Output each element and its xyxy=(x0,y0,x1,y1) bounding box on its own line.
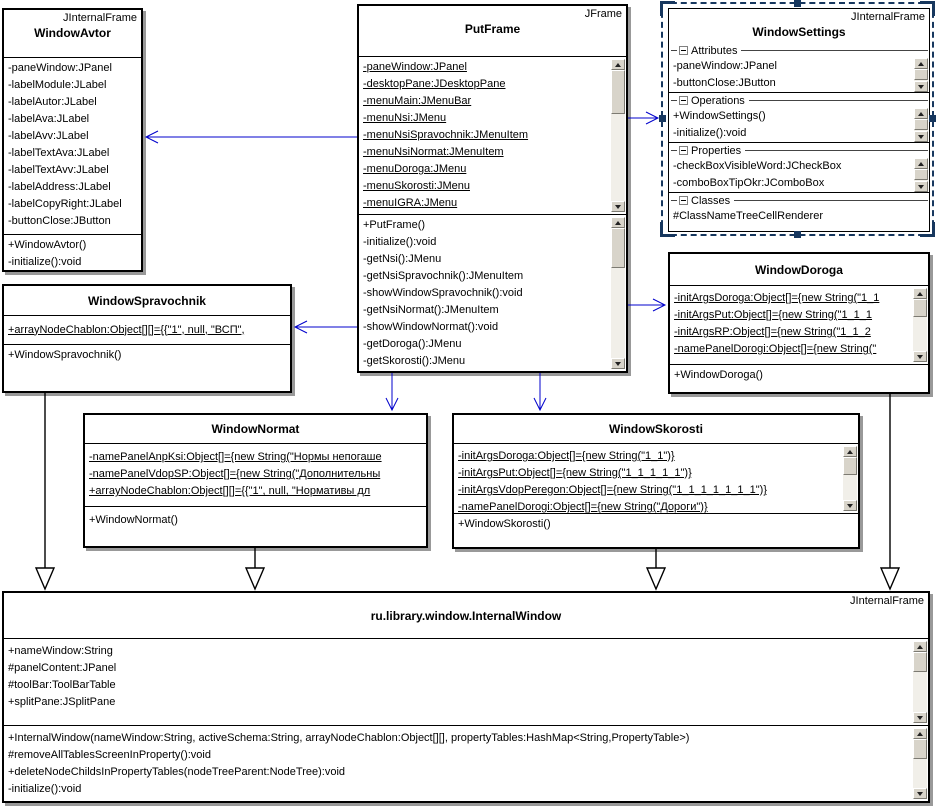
attribute-row: -initArgsPut:Object[]={new String("1_1_1 xyxy=(674,309,873,321)
attribute-row: -buttonClose:JButton xyxy=(8,215,111,227)
attribute-row: -labelAvv:JLabel xyxy=(8,130,89,142)
scroll-down-icon[interactable] xyxy=(914,81,928,92)
scrollbar[interactable] xyxy=(611,59,625,212)
collapse-icon[interactable] xyxy=(679,146,688,155)
scroll-thumb[interactable] xyxy=(611,70,625,114)
class-window-normat[interactable] xyxy=(83,413,428,548)
attribute-row: #panelContent:JPanel xyxy=(8,662,117,674)
group-attributes xyxy=(669,43,929,92)
attributes-compartment xyxy=(454,443,858,513)
operation-row: +deleteNodeChildsInPropertyTables(nodeTreeParent:NodeTree):void xyxy=(8,766,346,778)
group-label: Operations xyxy=(691,94,745,107)
property-row: -checkBoxVisibleWord:JCheckBox xyxy=(673,160,842,172)
group-operations xyxy=(669,92,929,142)
attribute-row: -namePanelDorogi:Object[]={new String(" xyxy=(674,343,877,355)
class-name: ru.library.window.InternalWindow xyxy=(370,609,562,623)
attribute-row: -menuIGRA:JMenu xyxy=(363,197,458,209)
attribute-row: -namePanelVdopSP:Object[]={new String("Дополнительны xyxy=(89,468,381,480)
scrollbar[interactable] xyxy=(913,288,927,362)
attribute-row: -desktopPane:JDesktopPane xyxy=(363,78,506,90)
scrollbar[interactable] xyxy=(914,58,928,92)
group-label: Properties xyxy=(691,144,742,157)
attribute-row: -labelAutor:JLabel xyxy=(8,96,97,108)
attribute-row: -labelTextAvv:JLabel xyxy=(8,164,109,176)
scroll-track[interactable] xyxy=(843,475,857,500)
association-putframe-windownormat xyxy=(386,373,398,410)
operation-row: -getSkorosti():JMenu xyxy=(363,355,466,367)
scroll-up-icon[interactable] xyxy=(611,59,625,70)
operation-row: -getDoroga():JMenu xyxy=(363,338,462,350)
scroll-up-icon[interactable] xyxy=(914,108,928,119)
scroll-track[interactable] xyxy=(611,268,625,358)
class-window-skorosti[interactable] xyxy=(452,413,860,549)
operation-row: +WindowNormat() xyxy=(89,514,178,526)
class-stereotype: JInternalFrame xyxy=(851,11,925,23)
class-stereotype: JFrame xyxy=(584,8,622,20)
scroll-thumb[interactable] xyxy=(914,119,928,130)
selection-handle[interactable] xyxy=(794,231,801,238)
scrollbar[interactable] xyxy=(914,108,928,142)
group-label: Classes xyxy=(691,194,731,207)
scroll-up-icon[interactable] xyxy=(913,728,927,739)
scroll-thumb[interactable] xyxy=(843,457,857,475)
attribute-row: -labelAddress:JLabel xyxy=(8,181,111,193)
class-window-avtor[interactable] xyxy=(2,8,143,272)
operations-compartment xyxy=(359,214,626,371)
attribute-row: -initArgsDoroga:Object[]={new String("1_1")} xyxy=(458,450,675,462)
operation-row: -initialize():void xyxy=(8,783,82,795)
operation-row: #removeAllTablesScreenInProperty():void xyxy=(8,749,211,761)
attribute-row: -initArgsDoroga:Object[]={new String("1_1 xyxy=(674,292,880,304)
operation-row: -showWindowNormat():void xyxy=(363,321,499,333)
attributes-compartment xyxy=(4,638,928,725)
group-line xyxy=(671,50,677,51)
class-name: WindowSettings xyxy=(752,25,846,39)
scrollbar[interactable] xyxy=(914,158,928,192)
class-stereotype: JInternalFrame xyxy=(63,12,137,24)
attribute-row: -paneWindow:JPanel xyxy=(8,62,112,74)
attribute-row: -buttonClose:JButton xyxy=(673,77,776,89)
group-line xyxy=(671,150,677,151)
group-label: Attributes xyxy=(691,44,738,57)
operation-row: +WindowAvtor() xyxy=(8,239,87,251)
collapse-icon[interactable] xyxy=(679,46,688,55)
selection-handle[interactable] xyxy=(659,115,666,122)
attribute-row: -menuDoroga:JMenu xyxy=(363,163,467,175)
scroll-thumb[interactable] xyxy=(913,739,927,759)
association-putframe-windowavtor xyxy=(146,131,357,143)
scrollbar[interactable] xyxy=(843,446,857,511)
class-window-settings[interactable] xyxy=(668,8,930,232)
operation-row: +WindowSkorosti() xyxy=(458,518,551,530)
attribute-row: -menuNsiNormat:JMenuItem xyxy=(363,146,504,158)
scroll-track[interactable] xyxy=(913,672,927,712)
attribute-row: -labelTextAva:JLabel xyxy=(8,147,110,159)
scroll-thumb[interactable] xyxy=(913,299,927,317)
scrollbar[interactable] xyxy=(611,217,625,369)
scroll-up-icon[interactable] xyxy=(914,158,928,169)
operation-row: -initialize():void xyxy=(673,127,747,139)
class-name: WindowNormat xyxy=(211,422,300,436)
operation-row: -getNsiSpravochnik():JMenuItem xyxy=(363,270,524,282)
attributes-compartment xyxy=(4,315,290,344)
class-name: WindowSkorosti xyxy=(609,422,703,436)
attributes-compartment xyxy=(670,285,928,364)
scroll-track[interactable] xyxy=(913,317,927,351)
association-putframe-windowskorosti xyxy=(534,373,546,410)
selection-handle[interactable] xyxy=(929,115,936,122)
operation-row: +PutFrame() xyxy=(363,219,426,231)
attribute-row: -initArgsPut:Object[]={new String("1_1_1_1_1")} xyxy=(458,467,692,479)
generalization-windowskorosti-internalwindow xyxy=(647,549,665,589)
operation-row: -getNsiNormat():JMenuItem xyxy=(363,304,499,316)
group-line xyxy=(671,200,677,201)
association-putframe-windowdoroga xyxy=(628,299,665,311)
class-name: WindowAvtor xyxy=(34,26,111,40)
class-row: #ClassNameTreeCellRenderer xyxy=(673,210,823,222)
class-stereotype: JInternalFrame xyxy=(850,595,924,607)
attributes-compartment xyxy=(4,57,141,234)
scroll-track[interactable] xyxy=(611,114,625,201)
operation-row: +WindowSpravochnik() xyxy=(8,349,122,361)
attribute-row: -labelAva:JLabel xyxy=(8,113,90,125)
attribute-row: -menuSkorosti:JMenu xyxy=(363,180,470,192)
group-properties xyxy=(669,142,929,192)
scroll-down-icon[interactable] xyxy=(913,712,927,723)
attribute-row: -namePanelAnpKsi:Object[]={new String("Нормы непогаше xyxy=(89,451,382,463)
attribute-row: -menuNsi:JMenu xyxy=(363,112,447,124)
attribute-row: -labelModule:JLabel xyxy=(8,79,107,91)
scroll-thumb[interactable] xyxy=(914,69,928,80)
attribute-row: -paneWindow:JPanel xyxy=(673,60,777,72)
scroll-track[interactable] xyxy=(913,759,927,788)
attribute-row: -initArgsRP:Object[]={new String("1_1_2 xyxy=(674,326,871,338)
operations-compartment xyxy=(670,364,928,392)
attribute-row: +arrayNodeChablon:Object[][]={{"1", null, "Нормативы дл xyxy=(89,485,371,497)
generalization-windownormat-internalwindow xyxy=(246,548,264,589)
scroll-up-icon[interactable] xyxy=(913,641,927,652)
operation-row: +InternalWindow(nameWindow:String, activeSchema:String, arrayNodeChablon:Object[][], propertyTables:HashMap<String,PropertyTable>) xyxy=(8,732,690,744)
class-name: PutFrame xyxy=(464,22,521,36)
scroll-down-icon[interactable] xyxy=(611,358,625,369)
association-putframe-windowsettings xyxy=(628,112,658,124)
attribute-row: -menuMain:JMenuBar xyxy=(363,95,472,107)
scroll-down-icon[interactable] xyxy=(843,500,857,511)
generalization-windowspravochnik-internalwindow xyxy=(36,393,54,589)
scroll-down-icon[interactable] xyxy=(611,201,625,212)
group-line xyxy=(745,150,928,151)
scrollbar[interactable] xyxy=(913,728,927,799)
operation-row: -showWindowSpravochnik():void xyxy=(363,287,523,299)
scroll-up-icon[interactable] xyxy=(611,217,625,228)
attributes-compartment xyxy=(85,443,426,506)
operation-row: +WindowSettings() xyxy=(673,110,766,122)
group-classes xyxy=(669,192,929,225)
scroll-down-icon[interactable] xyxy=(914,131,928,142)
group-line xyxy=(741,50,928,51)
scroll-up-icon[interactable] xyxy=(913,288,927,299)
collapse-icon[interactable] xyxy=(679,196,688,205)
class-putframe[interactable] xyxy=(357,4,628,373)
attribute-row: +nameWindow:String xyxy=(8,645,113,657)
operations-compartment xyxy=(454,513,858,547)
association-putframe-windowspravochnik xyxy=(295,321,357,333)
scroll-thumb[interactable] xyxy=(914,169,928,180)
operation-row: -initialize():void xyxy=(363,236,437,248)
scroll-thumb[interactable] xyxy=(611,228,625,268)
operations-compartment xyxy=(4,234,141,270)
attribute-row: +splitPane:JSplitPane xyxy=(8,696,116,708)
scroll-thumb[interactable] xyxy=(913,652,927,672)
attribute-row: -namePanelDorogi:Object[]={new String("Дороги")} xyxy=(458,501,708,513)
group-line xyxy=(734,200,928,201)
group-line xyxy=(671,100,677,101)
selection-handle[interactable] xyxy=(794,0,801,7)
operation-row: -getNsi():JMenu xyxy=(363,253,442,265)
attribute-row: #toolBar:ToolBarTable xyxy=(8,679,116,691)
operations-compartment xyxy=(85,506,426,546)
scroll-down-icon[interactable] xyxy=(913,788,927,799)
operation-row: -initialize():void xyxy=(8,256,82,268)
operations-compartment xyxy=(4,344,290,391)
attribute-row: -menuNsiSpravochnik:JMenuItem xyxy=(363,129,529,141)
attributes-compartment xyxy=(359,56,626,214)
scroll-down-icon[interactable] xyxy=(913,351,927,362)
attribute-row: -paneWindow:JPanel xyxy=(363,61,467,73)
attribute-row: +arrayNodeChablon:Object[][]={{"1", null, "ВСП", xyxy=(8,323,245,336)
class-internal-window[interactable] xyxy=(2,591,930,803)
property-row: -comboBoxTipOkr:JComboBox xyxy=(673,177,825,189)
generalization-windowdoroga-internalwindow xyxy=(881,394,899,589)
group-line xyxy=(749,100,928,101)
operation-row: +WindowDoroga() xyxy=(674,369,763,381)
attribute-row: -labelCopyRight:JLabel xyxy=(8,198,122,210)
scroll-up-icon[interactable] xyxy=(843,446,857,457)
collapse-icon[interactable] xyxy=(679,96,688,105)
attribute-row: -initArgsVdopPeregon:Object[]={new String("1_1_1_1_1_1_1")} xyxy=(458,484,767,496)
class-window-doroga[interactable] xyxy=(668,252,930,394)
class-window-spravochnik[interactable] xyxy=(2,284,292,393)
class-name: WindowDoroga xyxy=(755,262,843,277)
scrollbar[interactable] xyxy=(913,641,927,723)
scroll-down-icon[interactable] xyxy=(914,181,928,192)
scroll-up-icon[interactable] xyxy=(914,58,928,69)
class-name: WindowSpravochnik xyxy=(88,293,206,308)
operations-compartment xyxy=(4,725,928,801)
